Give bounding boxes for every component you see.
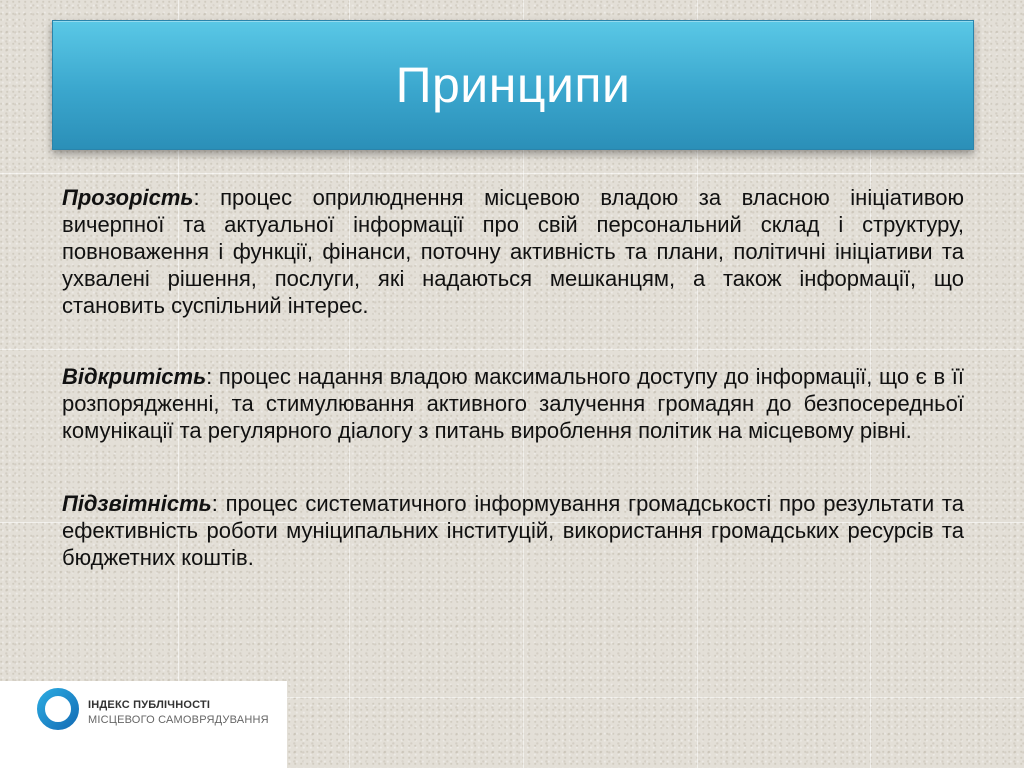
principle-transparency [62,184,964,319]
principle-separator: : [206,364,213,389]
principle-term: Підзвітність [62,491,212,516]
principle-openness [62,363,964,444]
principle-accountability [62,490,964,571]
principle-term: Прозорість [62,185,194,210]
ring-logo-icon [35,686,81,732]
principle-text: процес оприлюднення місцевою владою за власною ініціативою вичерпної та актуальної інформації про свій персональний склад і структуру, повноваження і функції, фінанси, поточну активність та плани, політичні ініціативи та ухвалені рішення, послуги, які надаються мешканцям, а також інформації, що становить суспільний інтерес. [62,185,964,318]
principle-term: Відкритість [62,364,207,389]
principle-text: процес систематичного інформування громадськості про результати та ефективність роботи муніципальних інституцій, використання громадських ресурсів та бюджетних коштів. [62,491,964,570]
logo-title: ІНДЕКС ПУБЛІЧНОСТІ [88,699,211,711]
slide-title: Принципи [395,57,631,113]
principles-list [62,184,964,615]
principle-text: процес надання владою максимального доступу до інформації, що є в її розпорядженні, та стимулювання активного залучення громадян до безпосередньої комунікації та регулярного діалогу з питань вироблення політик на місцевому рівні. [62,364,964,443]
logo-subtitle: МІСЦЕВОГО САМОВРЯДУВАННЯ [88,714,269,726]
principle-separator: : [193,185,200,210]
grid-line [0,173,1024,174]
title-banner [52,20,974,150]
principle-separator: : [211,491,218,516]
